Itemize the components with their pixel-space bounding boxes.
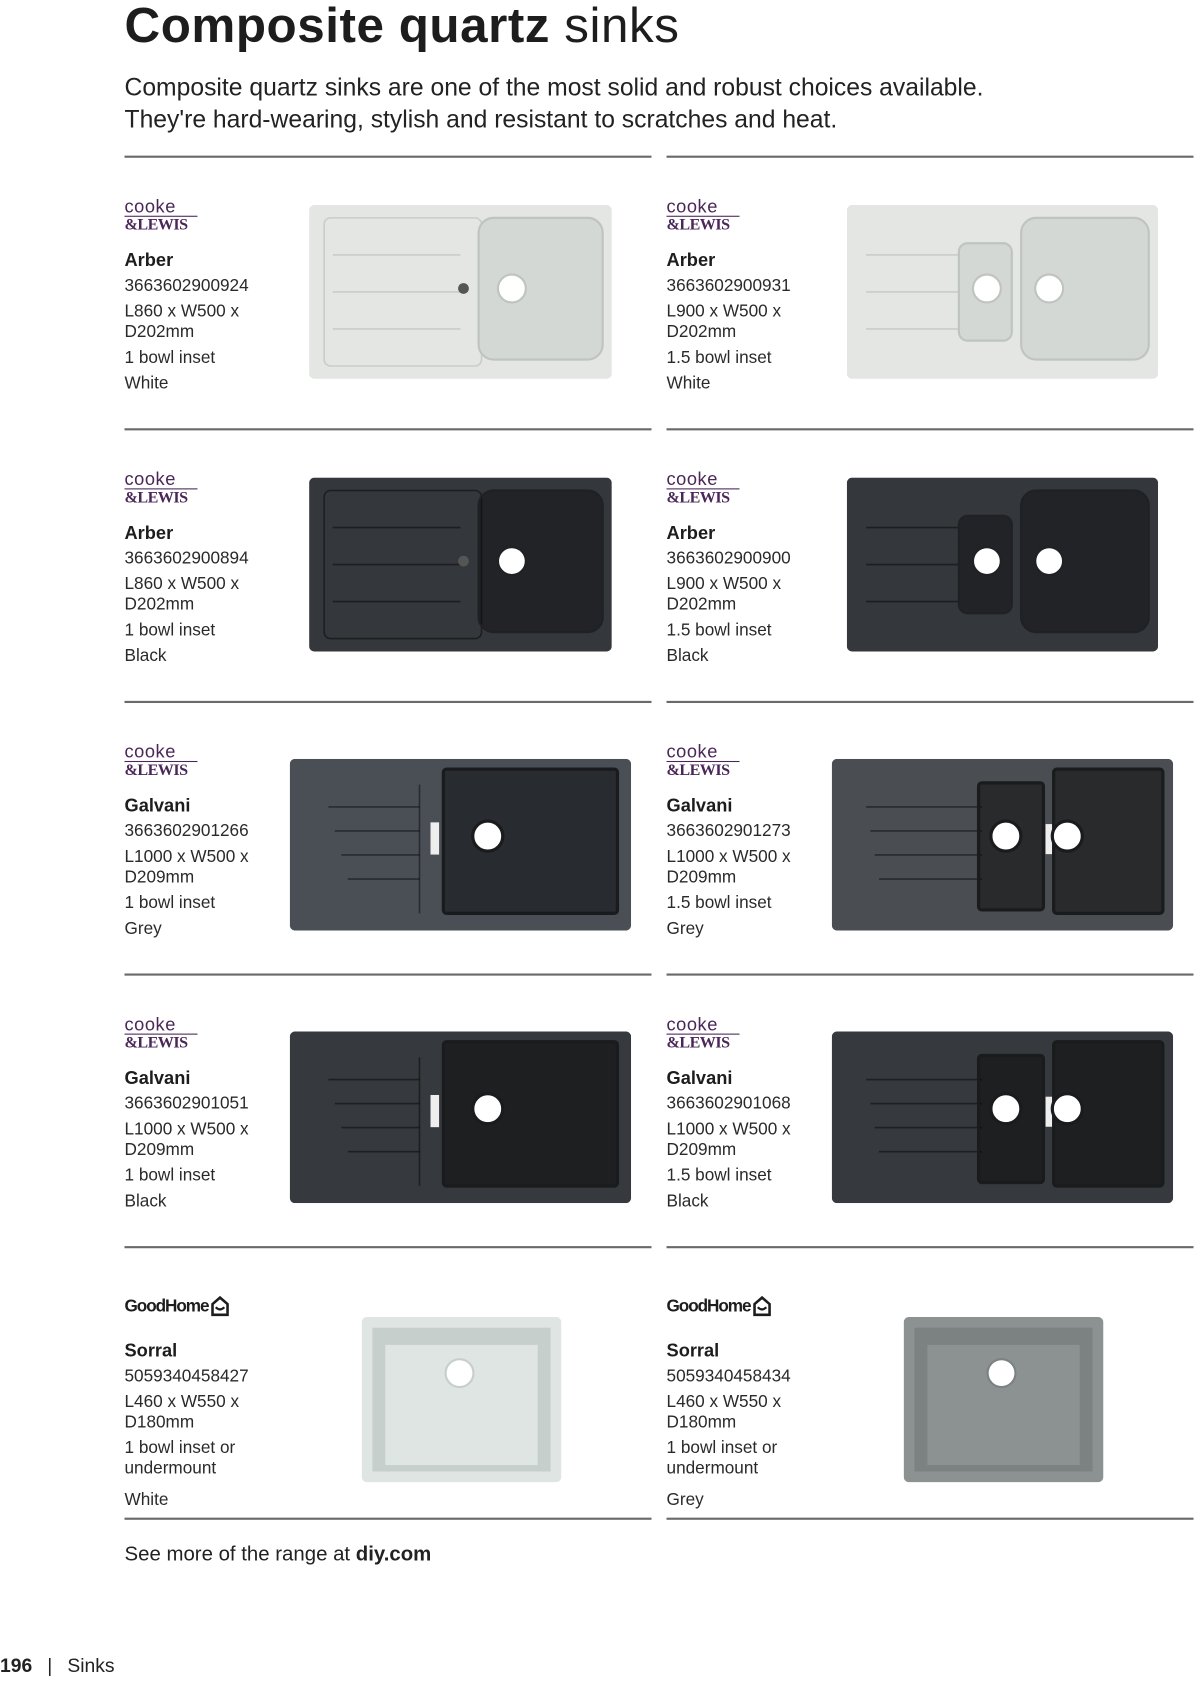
house-icon xyxy=(753,1295,772,1316)
section-name: Sinks xyxy=(67,1655,115,1677)
title-bold: Composite quartz xyxy=(124,0,551,53)
divider xyxy=(125,1518,652,1520)
brand-line-2: &LEWIS xyxy=(666,489,730,507)
product-colour: Grey xyxy=(124,919,162,939)
product-type: 1 bowl inset xyxy=(124,621,216,640)
see-more-text: See more of the range at xyxy=(124,1543,351,1566)
brand-line-1: cooke xyxy=(125,1016,198,1034)
house-icon xyxy=(211,1295,230,1316)
intro-paragraph: Composite quartz sinks are one of the most solid and robust choices available. They're hard-wearing, stylish and resistant to scratches and heat. xyxy=(124,72,984,134)
product-dimensions-1: L460 x W550 x xyxy=(124,1393,240,1412)
brand-line-2: &LEWIS xyxy=(124,489,188,507)
goodhome-logo xyxy=(667,1295,772,1316)
sink-image xyxy=(309,205,612,384)
divider xyxy=(125,701,652,703)
product-code: 5059340458434 xyxy=(666,1367,791,1386)
product-dimensions-2: D202mm xyxy=(124,595,195,614)
divider xyxy=(667,428,1194,430)
product-type: 1 bowl inset xyxy=(124,1166,216,1185)
product-dimensions-1: L1000 x W500 x xyxy=(124,847,249,867)
product-type: 1.5 bowl inset xyxy=(666,894,772,913)
sink-image xyxy=(290,759,631,936)
brand-line-2: &LEWIS xyxy=(124,1034,188,1052)
product-dimensions-1: L1000 x W500 x xyxy=(666,1120,791,1139)
see-more-line xyxy=(125,1543,432,1567)
product-dimensions-2: D209mm xyxy=(666,1140,737,1160)
product-card[interactable] xyxy=(124,741,651,1012)
product-code: 3663602901273 xyxy=(666,822,791,841)
product-dimensions-2: D180mm xyxy=(124,1413,195,1432)
product-dimensions-2: D209mm xyxy=(666,868,737,887)
product-colour: White xyxy=(124,1490,169,1510)
product-type: 1.5 bowl inset xyxy=(666,1166,772,1185)
product-colour: Black xyxy=(666,1192,709,1211)
product-dimensions-2: D209mm xyxy=(124,1140,195,1160)
product-type: 1 bowl inset xyxy=(124,894,216,913)
page-number: 196 xyxy=(0,1655,33,1677)
product-name: Arber xyxy=(666,250,716,271)
cooke-lewis-logo xyxy=(125,471,198,506)
product-type: 1 bowl inset or undermount xyxy=(124,1439,236,1478)
product-colour: White xyxy=(124,374,169,393)
product-dimensions-2: D209mm xyxy=(124,868,195,887)
brand-line-1: cooke xyxy=(125,199,198,217)
cooke-lewis-logo xyxy=(667,1016,740,1051)
product-name: Arber xyxy=(124,250,174,271)
product-card[interactable] xyxy=(667,471,1193,739)
product-type: 1.5 bowl inset xyxy=(666,348,772,368)
product-code: 3663602900924 xyxy=(124,276,249,296)
brand-line-2: &LEWIS xyxy=(666,1034,730,1052)
sink-image xyxy=(309,478,612,657)
cooke-lewis-logo xyxy=(667,471,740,506)
product-dimensions-1: L860 x W500 x xyxy=(124,575,240,594)
brand-line-2: &LEWIS xyxy=(666,762,730,780)
divider xyxy=(125,428,652,430)
sink-image xyxy=(847,478,1158,657)
product-card[interactable] xyxy=(667,1016,1193,1284)
sink-image xyxy=(832,1031,1173,1208)
cooke-lewis-logo xyxy=(125,1016,198,1051)
product-name: Arber xyxy=(666,522,716,544)
product-card[interactable] xyxy=(125,1016,651,1284)
divider xyxy=(125,156,652,158)
sink-image xyxy=(847,205,1158,384)
brand-text: GoodHome xyxy=(124,1297,209,1316)
product-code: 3663602900931 xyxy=(666,276,791,296)
footer-separator: | xyxy=(47,1655,53,1677)
product-name: Galvani xyxy=(124,795,191,816)
diy-link[interactable]: diy.com xyxy=(355,1543,432,1566)
cooke-lewis-logo xyxy=(666,741,740,780)
product-dimensions-1: L900 x W500 x xyxy=(666,302,782,321)
product-card[interactable] xyxy=(666,196,1193,467)
cooke-lewis-logo xyxy=(124,741,198,780)
brand-line-1: cooke xyxy=(667,471,740,489)
product-name: Galvani xyxy=(666,795,733,816)
cooke-lewis-logo xyxy=(666,196,740,234)
product-name: Galvani xyxy=(666,1067,733,1089)
product-dimensions-1: L1000 x W500 x xyxy=(124,1120,249,1139)
product-colour: Black xyxy=(666,647,709,666)
product-colour: Grey xyxy=(666,1490,704,1510)
goodhome-logo xyxy=(125,1295,230,1316)
title-light: sinks xyxy=(564,0,680,53)
product-dimensions-1: L1000 x W500 x xyxy=(666,847,791,867)
product-code: 5059340458427 xyxy=(124,1367,249,1386)
product-colour: Grey xyxy=(666,919,704,939)
product-name: Sorral xyxy=(666,1340,720,1361)
cooke-lewis-logo xyxy=(124,196,198,234)
sink-image xyxy=(904,1317,1104,1488)
divider xyxy=(125,973,652,975)
divider xyxy=(667,973,1194,975)
product-dimensions-2: D202mm xyxy=(666,323,737,342)
product-card[interactable] xyxy=(124,196,651,467)
product-dimensions-2: D202mm xyxy=(124,323,195,342)
brand-line-1: cooke xyxy=(667,744,740,762)
product-code: 3663602901068 xyxy=(666,1094,791,1114)
product-code: 3663602900900 xyxy=(666,549,791,568)
product-code: 3663602901266 xyxy=(124,822,249,841)
divider xyxy=(125,1246,652,1248)
brand-line-2: &LEWIS xyxy=(124,762,188,780)
brand-line-2: &LEWIS xyxy=(124,216,188,234)
product-card[interactable] xyxy=(125,471,651,739)
brand-line-1: cooke xyxy=(125,471,198,489)
divider xyxy=(667,156,1194,158)
page-footer xyxy=(0,1655,115,1678)
product-colour: White xyxy=(666,374,711,393)
product-type: 1.5 bowl inset xyxy=(666,621,772,640)
product-code: 3663602900894 xyxy=(124,549,249,568)
brand-text: GoodHome xyxy=(666,1297,751,1316)
product-code: 3663602901051 xyxy=(124,1094,249,1114)
product-dimensions-1: L460 x W550 x xyxy=(666,1393,782,1412)
product-dimensions-1: L860 x W500 x xyxy=(124,302,240,321)
sink-image xyxy=(362,1317,562,1488)
product-name: Sorral xyxy=(124,1340,178,1361)
page-title xyxy=(125,0,680,54)
product-type: 1 bowl inset or undermount xyxy=(666,1439,778,1478)
brand-line-1: cooke xyxy=(667,1016,740,1034)
product-name: Arber xyxy=(124,522,174,544)
divider xyxy=(667,701,1194,703)
product-dimensions-2: D202mm xyxy=(666,595,737,614)
divider xyxy=(667,1246,1194,1248)
sink-image xyxy=(290,1031,631,1208)
divider xyxy=(667,1518,1194,1520)
product-card[interactable] xyxy=(666,741,1193,1012)
product-colour: Black xyxy=(124,647,167,666)
product-type: 1 bowl inset xyxy=(124,348,216,368)
brand-line-1: cooke xyxy=(125,744,198,762)
product-colour: Black xyxy=(124,1192,167,1211)
sink-image xyxy=(832,759,1173,936)
brand-line-2: &LEWIS xyxy=(666,216,730,234)
product-dimensions-1: L900 x W500 x xyxy=(666,575,782,594)
brand-line-1: cooke xyxy=(667,199,740,217)
product-dimensions-2: D180mm xyxy=(666,1413,737,1432)
product-name: Galvani xyxy=(124,1067,191,1089)
